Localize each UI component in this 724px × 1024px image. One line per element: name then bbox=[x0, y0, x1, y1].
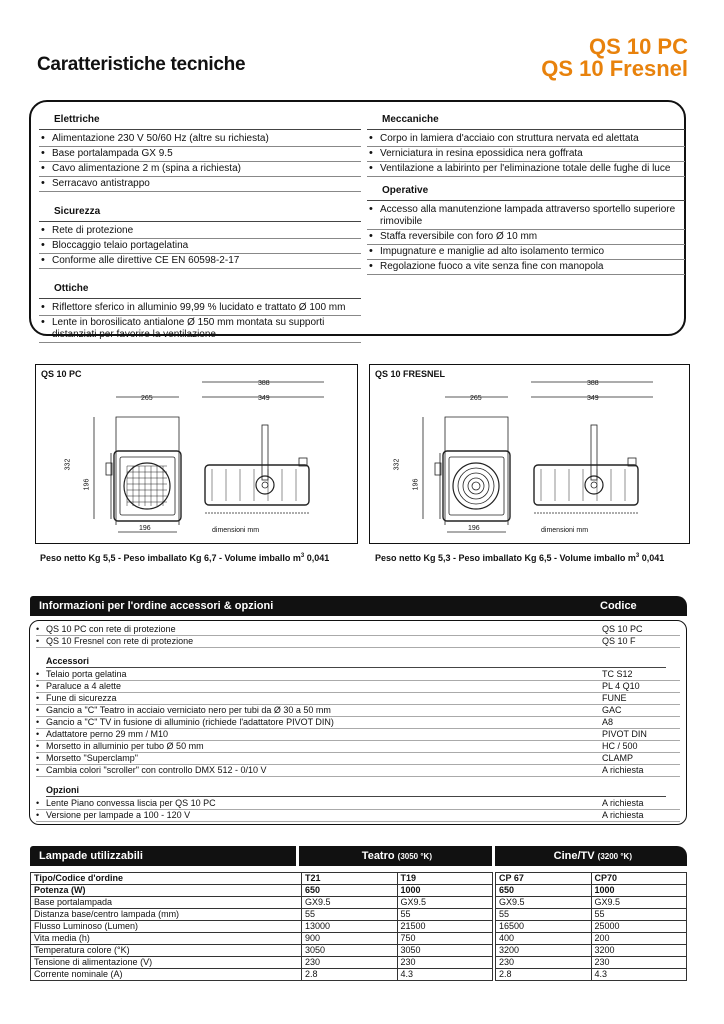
lamp-value-cell: 2.8 bbox=[496, 969, 592, 981]
dim-bottom-label: 196 bbox=[139, 525, 151, 532]
lamp-value-cell: GX9.5 bbox=[496, 897, 592, 909]
section-heading-sicurezza: Sicurezza bbox=[39, 206, 361, 222]
lamp-value-cell: 3050 bbox=[397, 945, 493, 957]
lamp-table-row bbox=[31, 969, 687, 981]
spec-item-operative: • Accesso alla manutenzione lampada attraverso sportello superiore rimovibile bbox=[367, 203, 685, 230]
accessory-code: PIVOT DIN bbox=[602, 729, 647, 739]
drawing-label: QS 10 FRESNEL bbox=[375, 369, 446, 379]
accessory-code: A8 bbox=[602, 717, 614, 727]
accessory-description: Versione per lampade a 100 - 120 V bbox=[46, 810, 191, 820]
lamp-value-cell: 55 bbox=[591, 909, 687, 921]
weight-info-pc bbox=[40, 553, 329, 563]
drawing-qs10fresnel bbox=[369, 364, 690, 544]
technical-drawing bbox=[370, 365, 690, 543]
lamp-table-row bbox=[31, 957, 687, 969]
lamp-body-side bbox=[534, 465, 638, 505]
spec-item-elettriche: • Alimentazione 230 V 50/60 Hz (altre su richiesta) bbox=[39, 132, 361, 147]
dim-total-label: 388 bbox=[587, 380, 599, 387]
dim-inner-height-label: 196 bbox=[412, 478, 420, 491]
dim-front-label: 265 bbox=[141, 395, 153, 402]
section-heading-meccaniche: Meccaniche bbox=[367, 114, 685, 130]
lamp-table-row bbox=[31, 873, 687, 885]
cinetv-heading: Cine/TV bbox=[553, 850, 595, 862]
dim-side-label: 349 bbox=[258, 395, 270, 402]
accessory-code: HC / 500 bbox=[602, 741, 638, 751]
lamps-heading: Lampade utilizzabili bbox=[39, 850, 143, 862]
lamp-value-cell: 1000 bbox=[397, 885, 493, 897]
weight-info-fresnel bbox=[375, 553, 664, 563]
bullet: • bbox=[36, 765, 40, 775]
lamp-value-cell: 3200 bbox=[591, 945, 687, 957]
accessory-code: A richiesta bbox=[602, 798, 644, 808]
weight-text-pc: Peso netto Kg 5,5 - Peso imballato Kg 6,7 - Volume imballo m bbox=[40, 553, 301, 563]
knob-center bbox=[262, 482, 268, 488]
accessory-code: A richiesta bbox=[602, 810, 644, 820]
spec-item-ottiche: • Lente in borosilicato antialone Ø 150 mm montata su supporti distanziati per favorire la ventilazione bbox=[39, 316, 361, 343]
spec-item-meccaniche: • Verniciatura in resina epossidica nera goffrata bbox=[367, 147, 685, 162]
lamp-value-cell: 900 bbox=[302, 933, 398, 945]
weight-end-fresnel: 0,041 bbox=[639, 553, 665, 563]
accessory-code: CLAMP bbox=[602, 753, 634, 763]
opzioni-subheading: Opzioni bbox=[46, 784, 666, 797]
dimensions-note: dimensioni mm bbox=[212, 527, 260, 534]
dim-height-label: 332 bbox=[393, 458, 401, 471]
page-title: Caratteristiche tecniche bbox=[37, 54, 246, 75]
spec-item-sicurezza: • Rete di protezione bbox=[39, 224, 361, 239]
product-name-pc: QS 10 PC bbox=[588, 34, 688, 59]
yoke-side bbox=[591, 425, 597, 480]
accessori-subheading: Accessori bbox=[46, 655, 666, 668]
lamp-value-cell: 1000 bbox=[591, 885, 687, 897]
fresnel-ring bbox=[472, 482, 480, 490]
lamp-row-label: Tipo/Codice d'ordine bbox=[31, 873, 302, 885]
accessories-panel bbox=[29, 620, 687, 825]
cinetv-temp: (3200 °K) bbox=[597, 852, 632, 861]
lamp-value-cell: GX9.5 bbox=[397, 897, 493, 909]
lamp-value-cell: 230 bbox=[591, 957, 687, 969]
spec-item-elettriche: • Cavo alimentazione 2 m (spina a richiesta) bbox=[39, 162, 361, 177]
lamp-table-row bbox=[31, 909, 687, 921]
cinetv-header-bar bbox=[495, 846, 687, 866]
teatro-heading: Teatro bbox=[361, 850, 395, 862]
spec-item-operative: • Regolazione fuoco a vite senza fine con manopola bbox=[367, 260, 685, 275]
bullet: • bbox=[36, 717, 40, 727]
lamp-value-cell: 3050 bbox=[302, 945, 398, 957]
lamp-value-cell: 55 bbox=[496, 909, 592, 921]
accessory-description: Gancio a "C" TV in fusione di alluminio (richiede l'adattatore PIVOT DIN) bbox=[46, 717, 334, 727]
code-heading: Codice bbox=[600, 600, 637, 612]
accessory-description: Morsetto "Superclamp" bbox=[46, 753, 138, 763]
lamp-table-row bbox=[31, 921, 687, 933]
specs-left-column bbox=[39, 108, 361, 343]
bullet: • bbox=[36, 810, 40, 820]
list-operative bbox=[367, 203, 685, 275]
accessory-row bbox=[36, 635, 680, 648]
spec-item-meccaniche: • Corpo in lamiera d'acciaio con struttura nervata ed alettata bbox=[367, 132, 685, 147]
accessory-code: GAC bbox=[602, 705, 622, 715]
dim-total-label: 388 bbox=[258, 380, 270, 387]
dim-inner-height-label: 196 bbox=[83, 478, 91, 491]
knob-side bbox=[585, 476, 603, 494]
specs-panel bbox=[29, 100, 686, 340]
accessory-code: QS 10 PC bbox=[602, 624, 643, 634]
accessory-description: Adattatore perno 29 mm / M10 bbox=[46, 729, 169, 739]
bullet: • bbox=[36, 705, 40, 715]
lamp-value-cell: 55 bbox=[302, 909, 398, 921]
bullet: • bbox=[36, 729, 40, 739]
lamp-body-side bbox=[205, 465, 309, 505]
lamp-value-cell: 13000 bbox=[302, 921, 398, 933]
spec-item-sicurezza: • Bloccaggio telaio portagelatina bbox=[39, 239, 361, 254]
bullet: • bbox=[36, 741, 40, 751]
accessory-description: QS 10 Fresnel con rete di protezione bbox=[46, 636, 194, 646]
accessory-code: PL 4 Q10 bbox=[602, 681, 640, 691]
fresnel-ring bbox=[463, 473, 489, 499]
dim-side-label: 349 bbox=[587, 395, 599, 402]
bullet: • bbox=[36, 693, 40, 703]
lamp-row-label: Potenza (W) bbox=[31, 885, 302, 897]
lamp-value-cell: CP70 bbox=[591, 873, 687, 885]
lamp-value-cell: 230 bbox=[496, 957, 592, 969]
accessory-code: A richiesta bbox=[602, 765, 644, 775]
spec-item-meccaniche: • Ventilazione a labirinto per l'eliminazione totale delle fughe di luce bbox=[367, 162, 685, 177]
accessory-description: Cambia colori "scroller" con controllo DMX 512 - 0/10 V bbox=[46, 765, 267, 775]
accessories-heading: Informazioni per l'ordine accessori & opzioni bbox=[39, 600, 274, 612]
accessory-row bbox=[36, 809, 680, 822]
lamp-value-cell: 650 bbox=[302, 885, 398, 897]
bullet: • bbox=[36, 636, 40, 646]
dim-height-label: 332 bbox=[64, 458, 72, 471]
bullet: • bbox=[36, 798, 40, 808]
lens-frame bbox=[120, 457, 175, 515]
accessory-row bbox=[36, 764, 680, 777]
spec-item-elettriche: • Base portalampada GX 9.5 bbox=[39, 147, 361, 162]
accessory-description: Morsetto in alluminio per tubo Ø 50 mm bbox=[46, 741, 204, 751]
section-heading-elettriche: Elettriche bbox=[39, 114, 361, 130]
accessory-code: FUNE bbox=[602, 693, 627, 703]
section-heading-ottiche: Ottiche bbox=[39, 283, 361, 299]
lamp-value-cell: 230 bbox=[397, 957, 493, 969]
spec-item-operative: • Staffa reversibile con foro Ø 10 mm bbox=[367, 230, 685, 245]
accessory-description: QS 10 PC con rete di protezione bbox=[46, 624, 176, 634]
lamp-table-row bbox=[31, 885, 687, 897]
dimensions-note: dimensioni mm bbox=[541, 527, 589, 534]
specs-right-column bbox=[367, 108, 685, 275]
yoke-side bbox=[262, 425, 268, 480]
lamp-row-label: Temperatura colore (°K) bbox=[31, 945, 302, 957]
weight-sup-pc: 3 bbox=[300, 553, 305, 559]
technical-drawing bbox=[36, 365, 356, 543]
lamp-value-cell: 55 bbox=[397, 909, 493, 921]
lamp-value-cell: 750 bbox=[397, 933, 493, 945]
accessory-code: QS 10 F bbox=[602, 636, 636, 646]
teatro-header-bar bbox=[299, 846, 492, 866]
list-sicurezza bbox=[39, 224, 361, 269]
list-elettriche bbox=[39, 132, 361, 192]
knob-center bbox=[591, 482, 597, 488]
lamp-value-cell: 2.8 bbox=[302, 969, 398, 981]
lamp-row-label: Distanza base/centro lampada (mm) bbox=[31, 909, 302, 921]
product-name-fresnel: QS 10 Fresnel bbox=[541, 56, 688, 81]
bullet: • bbox=[36, 753, 40, 763]
lamp-table-row bbox=[31, 933, 687, 945]
lamp-value-cell: 400 bbox=[496, 933, 592, 945]
lamps-table bbox=[30, 872, 687, 981]
spec-item-sicurezza: • Conforme alle direttive CE EN 60598-2-17 bbox=[39, 254, 361, 269]
lamp-value-cell: T21 bbox=[302, 873, 398, 885]
bullet: • bbox=[36, 624, 40, 634]
lamp-value-cell: 4.3 bbox=[591, 969, 687, 981]
lamp-value-cell: GX9.5 bbox=[591, 897, 687, 909]
lamp-row-label: Base portalampada bbox=[31, 897, 302, 909]
bullet: • bbox=[36, 681, 40, 691]
lamp-value-cell: 25000 bbox=[591, 921, 687, 933]
lamp-value-cell: T19 bbox=[397, 873, 493, 885]
dim-bottom-label: 196 bbox=[468, 525, 480, 532]
section-heading-operative: Operative bbox=[367, 185, 685, 201]
lamps-header-bar bbox=[30, 846, 296, 866]
lamp-value-cell: CP 67 bbox=[496, 873, 592, 885]
accessory-description: Gancio a "C" Teatro in acciaio verniciato nero per tubi da Ø 30 a 50 mm bbox=[46, 705, 331, 715]
lamp-value-cell: 650 bbox=[496, 885, 592, 897]
bullet: • bbox=[36, 669, 40, 679]
spec-item-ottiche: • Riflettore sferico in alluminio 99,99 % lucidato e trattato Ø 100 mm bbox=[39, 301, 361, 316]
lamp-value-cell: 4.3 bbox=[397, 969, 493, 981]
drawing-label: QS 10 PC bbox=[41, 369, 82, 379]
lens-frame bbox=[449, 457, 504, 515]
weight-text-fresnel: Peso netto Kg 5,3 - Peso imballato Kg 6,5 - Volume imballo m bbox=[375, 553, 636, 563]
lamp-table-row bbox=[31, 945, 687, 957]
accessory-description: Fune di sicurezza bbox=[46, 693, 117, 703]
knob-side bbox=[256, 476, 274, 494]
list-meccaniche bbox=[367, 132, 685, 177]
lamp-value-cell: 200 bbox=[591, 933, 687, 945]
lamp-value-cell: 21500 bbox=[397, 921, 493, 933]
drawing-qs10pc bbox=[35, 364, 358, 544]
accessory-description: Lente Piano convessa liscia per QS 10 PC bbox=[46, 798, 216, 808]
weight-sup-fresnel: 3 bbox=[635, 553, 640, 559]
accessory-description: Telaio porta gelatina bbox=[46, 669, 127, 679]
lamp-value-cell: 230 bbox=[302, 957, 398, 969]
lamp-row-label: Tensione di alimentazione (V) bbox=[31, 957, 302, 969]
list-ottiche bbox=[39, 301, 361, 343]
lamp-table-row bbox=[31, 897, 687, 909]
spec-item-operative: • Impugnature e maniglie ad alto isolamento termico bbox=[367, 245, 685, 260]
weight-end-pc: 0,041 bbox=[304, 553, 330, 563]
accessory-code: TC S12 bbox=[602, 669, 633, 679]
teatro-temp: (3050 °K) bbox=[397, 852, 432, 861]
lamp-value-cell: 16500 bbox=[496, 921, 592, 933]
accessories-header-bar bbox=[30, 596, 687, 616]
lamp-row-label: Corrente nominale (A) bbox=[31, 969, 302, 981]
lamp-row-label: Vita media (h) bbox=[31, 933, 302, 945]
fresnel-ring bbox=[468, 478, 484, 494]
lamp-value-cell: GX9.5 bbox=[302, 897, 398, 909]
lamp-row-label: Flusso Luminoso (Lumen) bbox=[31, 921, 302, 933]
lamp-value-cell: 3200 bbox=[496, 945, 592, 957]
spec-item-elettriche: • Serracavo antistrappo bbox=[39, 177, 361, 192]
dim-front-label: 265 bbox=[470, 395, 482, 402]
lens-circle bbox=[453, 463, 499, 509]
accessory-description: Paraluce a 4 alette bbox=[46, 681, 122, 691]
